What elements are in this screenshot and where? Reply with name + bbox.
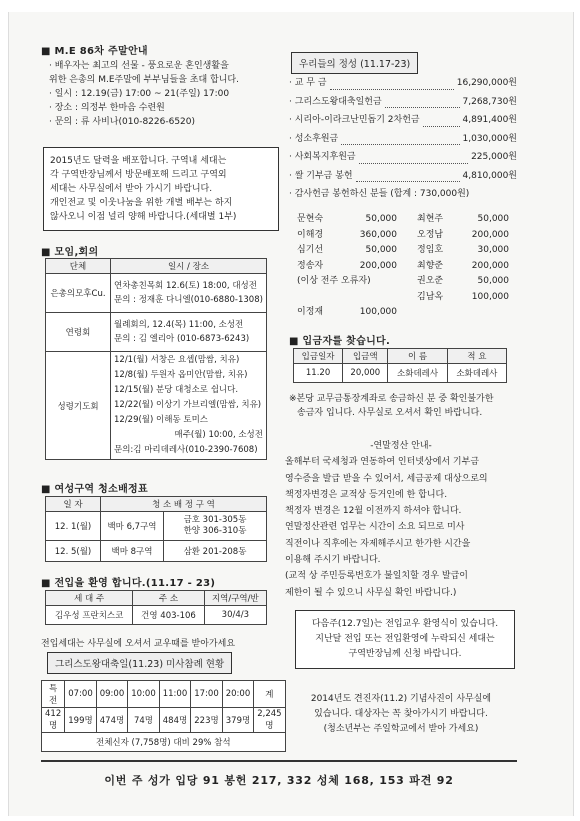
donor-row: [297, 274, 397, 290]
mass-time-header: 특전: [42, 681, 65, 708]
donor-row: [297, 228, 397, 244]
table-row: [46, 274, 267, 313]
welcome-line: 다음주(12.7일)는 전입교우 환영식이 있습니다.: [311, 619, 499, 629]
offering-amount: 1,030,000원: [462, 133, 517, 144]
offering-amount: 4,810,000원: [462, 170, 517, 181]
tax-title: -연말정산 안내-: [370, 441, 432, 451]
tax-line: 직전이나 직후에는 자제해주시고 한가한 시간을: [285, 538, 471, 549]
donor-amount: 50,000: [477, 214, 509, 224]
donor-amount: 200,000: [359, 260, 397, 271]
donor-amount: 50,000: [365, 214, 397, 224]
donor-name: 심기선: [297, 245, 324, 255]
table-row: [46, 313, 267, 352]
group-name: 은총의모후Cu.: [46, 274, 111, 313]
col-header: 단체: [46, 259, 111, 274]
mass-attendance-tag: 그리스도왕대축일(11.23) 미사참례 현황: [47, 652, 232, 674]
group-name: 성령기도회: [46, 352, 111, 460]
offering-item: · 시리아-이라크난민돕기 2차헌금 4,891,400원: [289, 111, 517, 130]
donor-name: 오정남: [417, 229, 444, 240]
household-address: 건영 403-106: [133, 606, 204, 625]
meeting-line: 12/1(월) 서창은 요셉(맘쌈, 치유): [114, 355, 240, 365]
col-header: 입금일자: [294, 349, 343, 364]
mass-count: 2,245명: [254, 708, 285, 733]
tax-line: 올해부터 국세청과 연동하여 인터넷상에서 기부금: [285, 457, 480, 468]
move-in-heading: ■ 전입을 환영 합니다.(11.17 - 23): [41, 574, 215, 589]
table-row: [46, 352, 267, 460]
offering-item: · 쌀 기부금 봉헌 4,810,000원: [289, 167, 517, 186]
offering-item: · 교 무 금 16,290,000원: [289, 74, 517, 93]
col-header: 일시 / 장소: [111, 259, 267, 274]
col-header: 청 소 배 정 구 역: [101, 497, 267, 512]
meetings-heading: ■ 모임,회의: [41, 243, 98, 258]
meeting-line: 매주(월) 10:00, 소성전: [174, 430, 263, 440]
donor-amount: 50,000: [477, 276, 509, 286]
table-row: [46, 541, 267, 562]
donor-amount: 50,000: [365, 245, 397, 255]
footer-divider: [41, 760, 517, 762]
calendar-notice-line: 세대는 사무실에서 받아 가시기 바랍니다.: [50, 184, 213, 194]
cleaning-table: [45, 496, 267, 562]
mass-time-header: 계: [254, 681, 285, 708]
deposit-table: [293, 348, 507, 383]
cleaning-heading: ■ 여성구역 청소배정표: [41, 480, 148, 495]
deposit-heading: ■ 입금자를 찾습니다.: [289, 332, 390, 347]
mass-time-header: 07:00: [65, 681, 97, 708]
donor-name: 최현주: [417, 214, 444, 224]
mass-count: 379명: [222, 708, 254, 733]
me-heading: ■ M.E 86차 주말안내: [41, 42, 281, 57]
table-row: [46, 512, 267, 541]
donor-row: [417, 274, 509, 290]
deposit-note: [289, 392, 493, 420]
calendar-notice-line: 각 구역반장님께서 방문배포해 드리고 구역외: [50, 170, 227, 180]
donor-row: [417, 290, 509, 306]
donor-name: (이상 전주 오류자): [297, 276, 371, 286]
welcome-line: 지난달 전입 또는 전입환영에 누락되신 세대는: [315, 634, 495, 644]
calendar-notice-line: 2015년도 달력을 배포합니다. 구역내 세대는: [50, 156, 227, 166]
mass-time-header: 10:00: [128, 681, 160, 708]
hymns-footer: 이번 주 성가 입당 91 봉헌 217, 332 성체 168, 153 파견 92: [104, 774, 454, 787]
calendar-notice-line: 않사오니 이점 널리 양해 바랍니다.(세대별 1부): [50, 212, 237, 222]
meeting-line: 12/8(월) 두원자 옵미안(맘쌈, 치유): [114, 370, 248, 380]
col-header: 일 자: [46, 497, 101, 512]
donor-row: [417, 212, 509, 228]
photo-line: (청소년부는 주일학교에서 받아 가세요): [323, 724, 479, 734]
photo-line: 2014년도 견진자(11.2) 기념사진이 사무실에: [310, 694, 492, 704]
col-header: 세 대 주: [46, 591, 133, 606]
meetings-table: [45, 258, 267, 460]
donor-row: [297, 243, 397, 259]
donors-left: [297, 212, 397, 321]
offering-amount: 7,268,730원: [462, 96, 517, 107]
move-in-note: 전입세대는 사무실에 오셔서 교우때를 받아가세요: [41, 639, 236, 649]
meeting-line: 연차총친목회 12.6(토) 18:00, 대성전: [114, 281, 257, 291]
offerings-list: [289, 74, 517, 204]
mass-count: 412명: [42, 708, 65, 733]
offering-item: · 성소후원금 1,030,000원: [289, 130, 517, 149]
donor-name: 정임호: [417, 245, 444, 255]
cleaning-zone: 백마 8구역: [101, 541, 164, 562]
mass-time-header: 17:00: [191, 681, 223, 708]
me-intro-1: · 배우자는 최고의 선물 - 풍요로운 혼인생활을: [49, 61, 229, 71]
me-weekend-section: [41, 42, 281, 129]
deposit-memo: 소화데레사: [447, 364, 506, 383]
calendar-notice-line: 개인전교 및 이웃나눔을 위한 개별 배부는 하지: [50, 198, 233, 208]
offering-label: 그리스도왕대축일헌금: [294, 96, 382, 107]
calendar-notice-box: [43, 147, 279, 231]
table-row: [46, 606, 267, 625]
bulletin-page: [8, 12, 574, 816]
mass-time-header: 20:00: [222, 681, 254, 708]
cleaning-area: 삼환 201-208동: [164, 541, 267, 562]
me-intro-2: 위한 은총의 M.E주말에 부부님들을 초대 합니다.: [49, 75, 239, 85]
cleaning-date: 12. 1(월): [46, 512, 101, 541]
meeting-line: 문의 : 정재훈 다니엘(010-6880-1308): [114, 295, 263, 305]
donor-row: [417, 243, 509, 259]
table-row: [294, 364, 507, 383]
meeting-line: 문의:김 마리데레사(010-2390-7608): [114, 445, 258, 455]
donor-row: [297, 259, 397, 275]
donor-amount: 200,000: [471, 260, 509, 271]
mass-count: 474명: [96, 708, 128, 733]
photo-notice: [289, 692, 513, 737]
donor-row: [417, 228, 509, 244]
mass-count: 484명: [159, 708, 191, 733]
tax-notice: [285, 438, 517, 601]
mass-count: 199명: [65, 708, 97, 733]
me-contact: · 문의 : 류 사비나(010-8226-6520): [49, 117, 196, 127]
group-name: 연령회: [46, 313, 111, 352]
welcome-box: [295, 610, 515, 669]
tax-line: 이용해 주시기 바랍니다.: [285, 555, 381, 566]
offering-amount: 225,000원: [471, 152, 517, 162]
mass-count: 74명: [128, 708, 160, 733]
deposit-note-line: 송금자 입니다. 사무실로 오셔서 확인 바랍니다.: [297, 408, 483, 418]
household-name: 김우성 프란치스코: [46, 606, 133, 625]
donor-row: [417, 259, 509, 275]
welcome-line: 구역반장님께 신청 바랍니다.: [348, 649, 462, 659]
offering-label: 쌀 기부금 봉헌: [294, 170, 353, 181]
tax-line: 제한이 될 수 있으니 사무실 확인 바랍니다.): [285, 587, 457, 598]
meeting-line: 12/15(월) 분당 대청소로 쉽니다.: [114, 385, 239, 395]
offering-item: · 사회복지후원금 225,000원: [289, 148, 517, 167]
donor-name: 권오준: [417, 276, 444, 286]
meeting-line: 12/29(월) 이해동 토미스: [114, 415, 209, 425]
donor-name: 최향준: [417, 260, 444, 271]
tax-line: 책정자 변경은 12월 이전까지 하셔야 합니다.: [285, 506, 462, 517]
offering-label: 교 무 금: [294, 78, 327, 88]
meeting-line: 12/22(월) 이상기 가브리엘(맘쌈, 치유): [114, 400, 262, 410]
mass-summary: 전체신자 (7,758명) 대비 29% 참석: [42, 733, 286, 752]
donor-row: [297, 212, 397, 228]
donor-name: 문현숙: [297, 214, 324, 224]
cleaning-zone: 백마 6,7구역: [101, 512, 164, 541]
offerings-tag: 우리들의 정성 (11.17-23): [291, 52, 418, 74]
table-row: [42, 708, 286, 733]
offering-label: 시리아-이라크난민돕기 2차헌금: [294, 115, 420, 125]
donor-amount: 360,000: [359, 229, 397, 240]
move-in-table: [45, 590, 267, 625]
col-header: 이 름: [388, 349, 447, 364]
mass-time-header: 09:00: [96, 681, 128, 708]
cleaning-area: 금호 301-305동 한양 306-310동: [164, 512, 267, 541]
offering-amount: 16,290,000원: [456, 78, 517, 88]
donor-amount: 100,000: [359, 307, 397, 317]
col-header: 지역/구역/반: [204, 591, 266, 606]
photo-line: 있습니다. 대상자는 꼭 찾아가시기 바랍니다.: [314, 709, 488, 719]
deposit-note-line: ※본당 교무금통장계좌로 송금하신 분 중 확인불가한: [289, 394, 494, 404]
thanks-offering-heading: · 감사헌금 봉헌하신 분들 (합계 : 730,000원): [289, 189, 470, 199]
mass-attendance-table: [41, 680, 286, 752]
deposit-date: 11.20: [294, 364, 343, 383]
meeting-line: 문의 : 김 엘리아 (010-6873-6243): [114, 334, 250, 344]
donors-right: [417, 212, 509, 305]
offering-item: · 그리스도왕대축일헌금 7,268,730원: [289, 93, 517, 112]
donor-name: 이정재: [297, 307, 324, 317]
col-header: 입금액: [343, 349, 388, 364]
tax-line: 영수증을 발급 받을 수 있어서, 세금공제 대상으로의: [285, 473, 488, 484]
donor-row: [297, 305, 397, 321]
mass-time-header: 11:00: [159, 681, 191, 708]
household-area: 30/4/3: [204, 606, 266, 625]
tax-line: 연말정산관련 업무는 시간이 소요 되므로 미사: [285, 522, 465, 533]
col-header: 적 요: [447, 349, 506, 364]
offering-amount: 4,891,400원: [462, 115, 517, 125]
deposit-amount: 20,000: [343, 364, 388, 383]
donor-amount: 200,000: [471, 229, 509, 240]
deposit-name: 소화데레사: [388, 364, 447, 383]
donor-name: 정송자: [297, 260, 324, 271]
table-row: [42, 733, 286, 752]
donor-amount: 30,000: [477, 245, 509, 255]
me-date: · 일시 : 12.19(금) 17:00 ~ 21(주일) 17:00: [49, 89, 230, 99]
donor-amount: 100,000: [471, 291, 509, 302]
col-header: 주 소: [133, 591, 204, 606]
mass-count: 223명: [191, 708, 223, 733]
offering-label: 사회복지후원금: [294, 152, 356, 162]
tax-line: (교적 상 주민등록번호가 불일치할 경우 발급이: [285, 571, 469, 582]
me-place: · 장소 : 의정부 한마음 수련원: [49, 103, 165, 113]
cleaning-date: 12. 5(월): [46, 541, 101, 562]
offering-label: 성소후원금: [294, 133, 339, 144]
tax-line: 책정자변경은 교적상 등거인에 한 합니다.: [285, 489, 448, 500]
donor-name: 김남옥: [417, 291, 444, 302]
donor-name: 이해경: [297, 229, 324, 240]
meeting-line: 월례회의, 12.4(목) 11:00, 소성전: [114, 320, 244, 330]
